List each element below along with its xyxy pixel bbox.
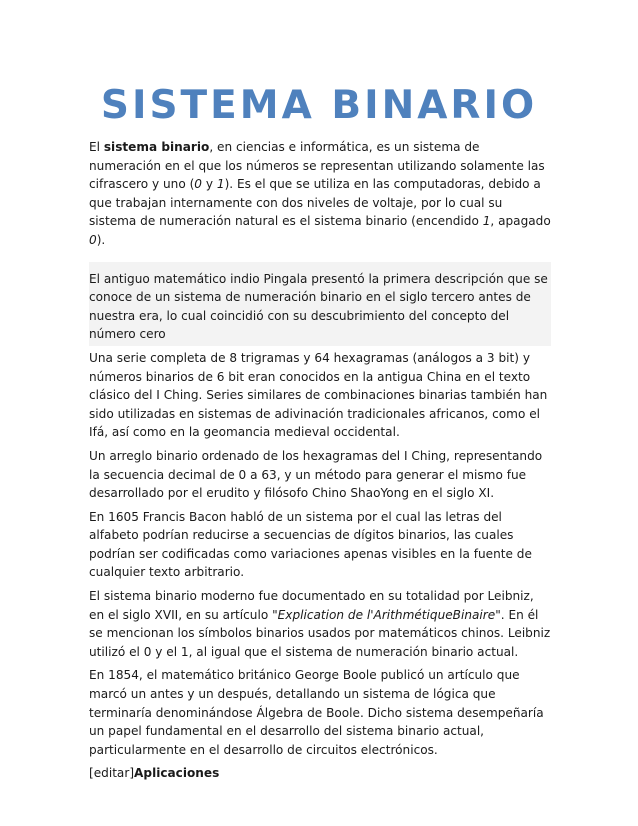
- paragraph-iching: Una serie completa de 8 trigramas y 64 hexagramas (análogos a 3 bit) y números binarios de 6 bit eran conocidos en la antigua China en el texto clásico del I Ching. Series similares de combinaciones binarias también han sido utilizadas en sistemas de adivinación tradicionales africanos, como el Ifá, así como en la geomancia medieval occidental.: [89, 350, 548, 440]
- text-run: ". En él se mencionan los símbolos binarios usados por matemáticos chinos. Leibniz utilizó el 0 y el 1, al igual que el sistema de numeración binario actual.: [89, 607, 551, 659]
- bold-term: sistema binario: [103, 140, 210, 154]
- text-run: y: [202, 177, 217, 192]
- text-run: El sistema binario moderno fue documentado en su totalidad por Leibniz, en el siglo XVII, en su artículo ": [89, 589, 534, 622]
- text-run: El: [89, 140, 104, 154]
- text-run: , apagado: [490, 214, 551, 229]
- italic-digit: 0: [194, 177, 202, 192]
- italic-digit: 1: [482, 214, 491, 229]
- text-run: ).: [96, 232, 106, 247]
- document-body: [89, 138, 551, 788]
- paragraph-intro: [89, 138, 551, 250]
- page-title: SISTEMA BINARIO: [100, 83, 538, 128]
- section-heading-label: Aplicaciones: [134, 766, 220, 781]
- italic-digit: 1: [216, 177, 225, 192]
- edit-link[interactable]: [editar]: [89, 766, 135, 781]
- section-heading: [89, 764, 551, 783]
- text-run: ). Es el que se utiliza en las computadoras, debido a que trabajan internamente con dos niveles de voltaje, por lo cual su sistema de numeración natural es el sistema binario (encendido: [89, 177, 541, 229]
- paragraph-leibniz: [89, 587, 551, 661]
- paragraph-boole: En 1854, el matemático británico George Boole publicó un artículo que marcó un antes y un después, detallando un sistema de lógica que terminaría denominándose Álgebra de Boole. Dicho sistema desempeñaría un papel fundamental en el desarrollo del sistema binario actual, particularmente en el desarrollo de circuitos electrónicos.: [89, 668, 544, 757]
- italic-article-title: Explication de l'ArithmétiqueBinaire: [277, 607, 496, 622]
- italic-digit: 0: [89, 232, 97, 247]
- text-run: , en ciencias e informática, es un sistema de numeración en el que los números se representan utilizando solamente las cifrascero y uno (: [89, 140, 545, 192]
- paragraph-bacon: En 1605 Francis Bacon habló de un sistema por el cual las letras del alfabeto podrían reducirse a secuencias de dígitos binarios, las cuales podrían ser codificadas como variaciones apenas visibles en la fuente de cualquier texto arbitrario.: [89, 509, 532, 580]
- paragraph-shaoyong: Un arreglo binario ordenado de los hexagramas del I Ching, representando la secuencia decimal de 0 a 63, y un método para generar el mismo fue desarrollado por el erudito y filósofo Chino ShaoYong en el siglo XI.: [89, 448, 543, 501]
- paragraph-pingala: El antiguo matemático indio Pingala presentó la primera descripción que se conoce de un sistema de numeración binario en el siglo tercero antes de nuestra era, lo cual coincidió con su descubrimiento del concepto del número cero: [89, 262, 551, 346]
